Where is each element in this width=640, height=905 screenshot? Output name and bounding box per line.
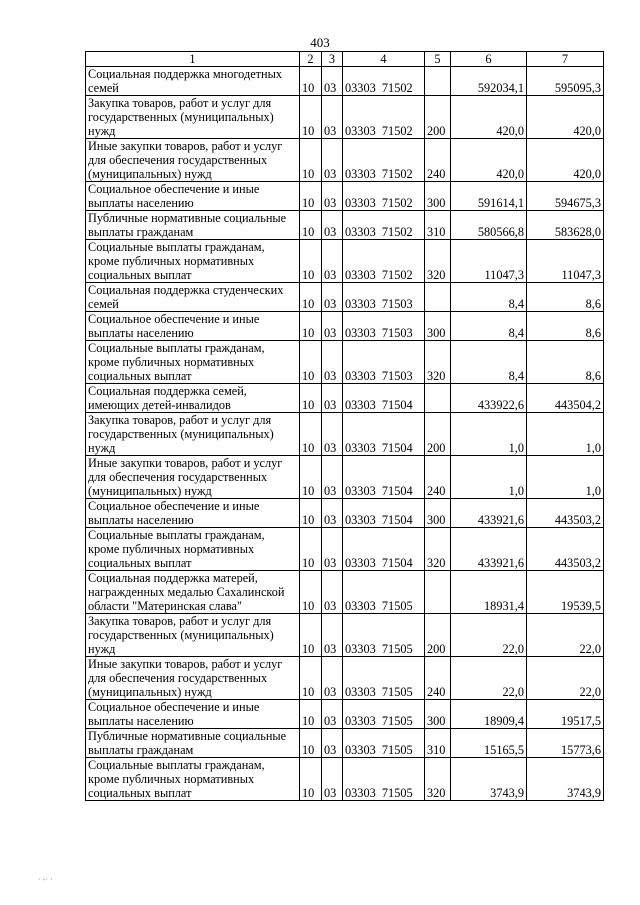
section-code-cell: 10	[300, 139, 322, 182]
amount-col7-cell: 583628,0	[527, 211, 604, 240]
target-article-cell: 03303 71504	[343, 384, 425, 413]
table-row	[86, 182, 604, 211]
table-row	[86, 67, 604, 96]
section-code-cell: 10	[300, 729, 322, 758]
target-article-cell: 03303 71502	[343, 182, 425, 211]
target-article-cell: 03303 71503	[343, 283, 425, 312]
subsection-code-cell: 03	[322, 211, 343, 240]
section-code-cell: 10	[300, 182, 322, 211]
table-row	[86, 456, 604, 499]
section-code-cell: 10	[300, 96, 322, 139]
target-article-cell: 03303 71502	[343, 240, 425, 283]
row-name-cell: Закупка товаров, работ и услуг для государственных (муниципальных) нужд	[86, 614, 300, 657]
expense-type-cell: 240	[425, 657, 451, 700]
amount-col6-cell: 8,4	[451, 283, 527, 312]
amount-col6-cell: 22,0	[451, 657, 527, 700]
row-name-cell: Социальные выплаты гражданам, кроме публичных нормативных социальных выплат	[86, 240, 300, 283]
amount-col6-cell: 8,4	[451, 312, 527, 341]
subsection-code-cell: 03	[322, 67, 343, 96]
expense-type-cell: 200	[425, 96, 451, 139]
table-header-row	[86, 52, 604, 67]
subsection-code-cell: 03	[322, 384, 343, 413]
section-code-cell: 10	[300, 413, 322, 456]
table-row	[86, 283, 604, 312]
table-row	[86, 700, 604, 729]
subsection-code-cell: 03	[322, 240, 343, 283]
scan-artifact: · -· ·	[38, 875, 53, 884]
amount-col6-cell: 433921,6	[451, 528, 527, 571]
amount-col6-cell: 11047,3	[451, 240, 527, 283]
expense-type-cell	[425, 283, 451, 312]
section-code-cell: 10	[300, 240, 322, 283]
amount-col7-cell: 19539,5	[527, 571, 604, 614]
section-code-cell: 10	[300, 211, 322, 240]
table-row	[86, 729, 604, 758]
section-code-cell: 10	[300, 312, 322, 341]
row-name-cell: Закупка товаров, работ и услуг для государственных (муниципальных) нужд	[86, 413, 300, 456]
subsection-code-cell: 03	[322, 283, 343, 312]
row-name-cell: Социальная поддержка матерей, награжденных медалью Сахалинской области "Материнская слава"	[86, 571, 300, 614]
table-row	[86, 614, 604, 657]
target-article-cell: 03303 71502	[343, 139, 425, 182]
target-article-cell: 03303 71505	[343, 758, 425, 801]
table-body	[86, 67, 604, 801]
amount-col6-cell: 433921,6	[451, 499, 527, 528]
column-header-5: 5	[425, 52, 451, 67]
subsection-code-cell: 03	[322, 341, 343, 384]
target-article-cell: 03303 71505	[343, 614, 425, 657]
row-name-cell: Социальные выплаты гражданам, кроме публичных нормативных социальных выплат	[86, 758, 300, 801]
amount-col7-cell: 8,6	[527, 341, 604, 384]
amount-col6-cell: 8,4	[451, 341, 527, 384]
row-name-cell: Социальное обеспечение и иные выплаты населению	[86, 312, 300, 341]
amount-col7-cell: 443503,2	[527, 528, 604, 571]
expense-type-cell: 200	[425, 413, 451, 456]
row-name-cell: Социальная поддержка семей, имеющих детей-инвалидов	[86, 384, 300, 413]
expense-type-cell: 240	[425, 456, 451, 499]
subsection-code-cell: 03	[322, 182, 343, 211]
subsection-code-cell: 03	[322, 499, 343, 528]
column-header-3: 3	[322, 52, 343, 67]
table-row	[86, 384, 604, 413]
target-article-cell: 03303 71505	[343, 729, 425, 758]
table-row	[86, 413, 604, 456]
expense-type-cell: 300	[425, 182, 451, 211]
table-row	[86, 657, 604, 700]
amount-col6-cell: 433922,6	[451, 384, 527, 413]
expense-type-cell: 310	[425, 729, 451, 758]
amount-col6-cell: 591614,1	[451, 182, 527, 211]
amount-col7-cell: 443504,2	[527, 384, 604, 413]
section-code-cell: 10	[300, 571, 322, 614]
table-row	[86, 758, 604, 801]
target-article-cell: 03303 71504	[343, 413, 425, 456]
expense-type-cell: 320	[425, 528, 451, 571]
amount-col7-cell: 22,0	[527, 657, 604, 700]
amount-col7-cell: 8,6	[527, 312, 604, 341]
budget-table	[85, 51, 604, 801]
section-code-cell: 10	[300, 283, 322, 312]
row-name-cell: Иные закупки товаров, работ и услуг для обеспечения государственных (муниципальных) нужд	[86, 456, 300, 499]
table-row	[86, 96, 604, 139]
column-header-2: 2	[300, 52, 322, 67]
subsection-code-cell: 03	[322, 139, 343, 182]
expense-type-cell: 320	[425, 758, 451, 801]
amount-col7-cell: 22,0	[527, 614, 604, 657]
subsection-code-cell: 03	[322, 657, 343, 700]
table-row	[86, 139, 604, 182]
target-article-cell: 03303 71502	[343, 96, 425, 139]
amount-col7-cell: 420,0	[527, 96, 604, 139]
table-row	[86, 240, 604, 283]
subsection-code-cell: 03	[322, 528, 343, 571]
amount-col6-cell: 3743,9	[451, 758, 527, 801]
page-number: 403	[310, 35, 330, 50]
row-name-cell: Социальное обеспечение и иные выплаты населению	[86, 182, 300, 211]
target-article-cell: 03303 71504	[343, 528, 425, 571]
row-name-cell: Иные закупки товаров, работ и услуг для обеспечения государственных (муниципальных) нужд	[86, 657, 300, 700]
amount-col6-cell: 1,0	[451, 413, 527, 456]
table-row	[86, 528, 604, 571]
amount-col6-cell: 1,0	[451, 456, 527, 499]
amount-col7-cell: 443503,2	[527, 499, 604, 528]
row-name-cell: Социальные выплаты гражданам, кроме публичных нормативных социальных выплат	[86, 528, 300, 571]
expense-type-cell: 300	[425, 499, 451, 528]
row-name-cell: Публичные нормативные социальные выплаты гражданам	[86, 211, 300, 240]
amount-col7-cell: 594675,3	[527, 182, 604, 211]
table-row	[86, 211, 604, 240]
subsection-code-cell: 03	[322, 456, 343, 499]
expense-type-cell	[425, 571, 451, 614]
subsection-code-cell: 03	[322, 614, 343, 657]
target-article-cell: 03303 71503	[343, 312, 425, 341]
target-article-cell: 03303 71503	[343, 341, 425, 384]
target-article-cell: 03303 71504	[343, 499, 425, 528]
section-code-cell: 10	[300, 614, 322, 657]
subsection-code-cell: 03	[322, 96, 343, 139]
table-row	[86, 312, 604, 341]
row-name-cell: Социальная поддержка студенческих семей	[86, 283, 300, 312]
amount-col7-cell: 3743,9	[527, 758, 604, 801]
amount-col6-cell: 420,0	[451, 96, 527, 139]
expense-type-cell: 240	[425, 139, 451, 182]
table-row	[86, 499, 604, 528]
expense-type-cell: 320	[425, 240, 451, 283]
section-code-cell: 10	[300, 528, 322, 571]
amount-col7-cell: 8,6	[527, 283, 604, 312]
amount-col6-cell: 22,0	[451, 614, 527, 657]
section-code-cell: 10	[300, 384, 322, 413]
amount-col7-cell: 1,0	[527, 456, 604, 499]
target-article-cell: 03303 71502	[343, 211, 425, 240]
amount-col6-cell: 18909,4	[451, 700, 527, 729]
row-name-cell: Социальные выплаты гражданам, кроме публичных нормативных социальных выплат	[86, 341, 300, 384]
amount-col6-cell: 15165,5	[451, 729, 527, 758]
amount-col6-cell: 420,0	[451, 139, 527, 182]
amount-col7-cell: 19517,5	[527, 700, 604, 729]
expense-type-cell: 300	[425, 312, 451, 341]
expense-type-cell	[425, 67, 451, 96]
section-code-cell: 10	[300, 456, 322, 499]
target-article-cell: 03303 71505	[343, 657, 425, 700]
amount-col7-cell: 11047,3	[527, 240, 604, 283]
column-header-6: 6	[451, 52, 527, 67]
row-name-cell: Социальная поддержка многодетных семей	[86, 67, 300, 96]
column-header-7: 7	[527, 52, 604, 67]
table-row	[86, 341, 604, 384]
expense-type-cell: 300	[425, 700, 451, 729]
amount-col7-cell: 420,0	[527, 139, 604, 182]
target-article-cell: 03303 71502	[343, 67, 425, 96]
table-row	[86, 571, 604, 614]
target-article-cell: 03303 71504	[343, 456, 425, 499]
target-article-cell: 03303 71505	[343, 571, 425, 614]
section-code-cell: 10	[300, 341, 322, 384]
row-name-cell: Иные закупки товаров, работ и услуг для обеспечения государственных (муниципальных) нужд	[86, 139, 300, 182]
section-code-cell: 10	[300, 499, 322, 528]
amount-col6-cell: 592034,1	[451, 67, 527, 96]
subsection-code-cell: 03	[322, 758, 343, 801]
column-header-4: 4	[343, 52, 425, 67]
section-code-cell: 10	[300, 657, 322, 700]
row-name-cell: Социальное обеспечение и иные выплаты населению	[86, 499, 300, 528]
amount-col6-cell: 580566,8	[451, 211, 527, 240]
subsection-code-cell: 03	[322, 413, 343, 456]
row-name-cell: Социальное обеспечение и иные выплаты населению	[86, 700, 300, 729]
section-code-cell: 10	[300, 758, 322, 801]
amount-col7-cell: 1,0	[527, 413, 604, 456]
amount-col7-cell: 15773,6	[527, 729, 604, 758]
expense-type-cell	[425, 384, 451, 413]
expense-type-cell: 200	[425, 614, 451, 657]
row-name-cell: Публичные нормативные социальные выплаты гражданам	[86, 729, 300, 758]
expense-type-cell: 320	[425, 341, 451, 384]
row-name-cell: Закупка товаров, работ и услуг для государственных (муниципальных) нужд	[86, 96, 300, 139]
section-code-cell: 10	[300, 67, 322, 96]
subsection-code-cell: 03	[322, 571, 343, 614]
expense-type-cell: 310	[425, 211, 451, 240]
amount-col7-cell: 595095,3	[527, 67, 604, 96]
subsection-code-cell: 03	[322, 312, 343, 341]
section-code-cell: 10	[300, 700, 322, 729]
amount-col6-cell: 18931,4	[451, 571, 527, 614]
subsection-code-cell: 03	[322, 729, 343, 758]
column-header-1: 1	[86, 52, 300, 67]
target-article-cell: 03303 71505	[343, 700, 425, 729]
subsection-code-cell: 03	[322, 700, 343, 729]
